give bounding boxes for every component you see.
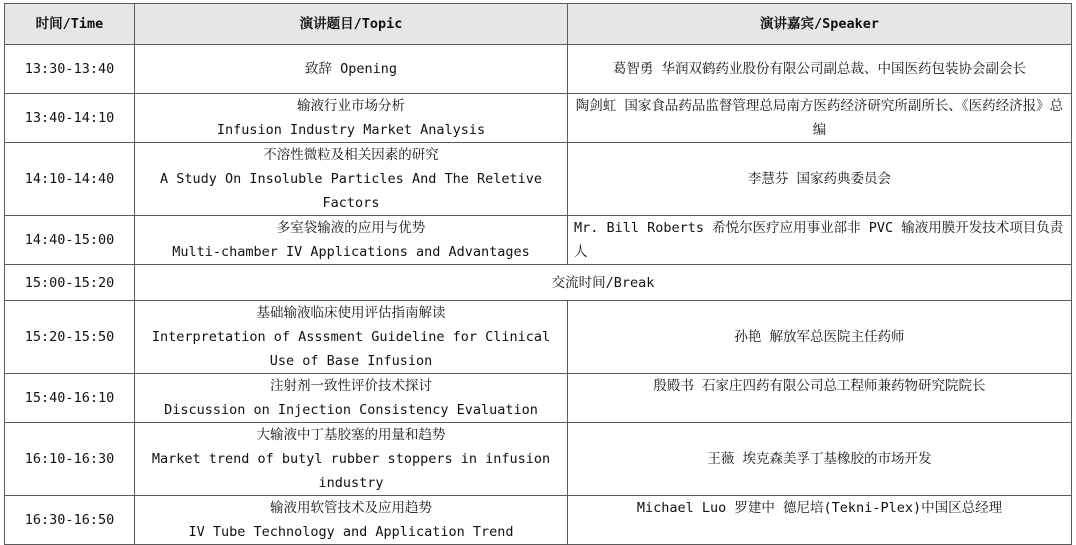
speaker-cell: [568, 496, 1072, 545]
topic-cell: [135, 374, 568, 423]
time-cell: 15:20-15:50: [5, 301, 135, 374]
time-cell: 15:40-16:10: [5, 374, 135, 423]
topic-line: 输液用软管技术及应用趋势: [270, 500, 432, 516]
table-row: [5, 94, 1072, 143]
table-row: [5, 423, 1072, 496]
time-cell: 15:00-15:20: [5, 265, 135, 301]
topic-line: IV Tube Technology and Application Trend: [188, 524, 514, 540]
time-cell: 13:40-14:10: [5, 94, 135, 143]
topic-cell: [135, 423, 568, 496]
topic-line: 多室袋输液的应用与优势: [276, 220, 426, 236]
topic-line: 不溶性微粒及相关因素的研究: [263, 147, 439, 163]
topic-line: 注射剂一致性评价技术探讨: [270, 378, 432, 394]
speaker-text: 陶剑虹 国家食品药品监督管理总局南方医药经济研究所副所长、《医药经济报》总编: [575, 98, 1064, 138]
table-row: [5, 45, 1072, 94]
speaker-text: Michael Luo 罗建中 德尼培(Tekni-Plex)中国区总经理: [636, 500, 1003, 516]
table-row: [5, 496, 1072, 545]
speaker-cell: [568, 374, 1072, 423]
topic-line: Discussion on Injection Consistency Evaluation: [164, 402, 538, 418]
topic-line: 大输液中丁基胶塞的用量和趋势: [256, 427, 446, 443]
topic-cell: [135, 45, 568, 94]
speaker-cell: [568, 45, 1072, 94]
topic-line: 致辞 Opening: [304, 61, 398, 77]
topic-line: Use of Base Infusion: [269, 353, 433, 369]
table-header: [5, 4, 1072, 45]
topic-cell: [135, 94, 568, 143]
table-row-break: [5, 265, 1072, 301]
topic-line: Multi-chamber IV Applications and Advantages: [172, 244, 530, 260]
speaker-cell: [568, 143, 1072, 216]
table-row: [5, 374, 1072, 423]
speaker-text: 葛智勇 华润双鹤药业股份有限公司副总裁、中国医药包装协会副会长: [612, 61, 1027, 77]
topic-cell: [135, 216, 568, 265]
topic-line: Infusion Industry Market Analysis: [216, 122, 486, 138]
speaker-text: Mr. Bill Roberts 希悦尔医疗应用事业部非 PVC 输液用膜开发技术项目负责人: [574, 220, 1064, 260]
topic-line: Interpretation of Asssment Guideline for Clinical: [151, 329, 551, 345]
topic-line: 基础输液临床使用评估指南解读: [256, 305, 446, 321]
speaker-cell: [568, 301, 1072, 374]
topic-line: Factors: [322, 195, 380, 211]
speaker-text: 李慧芬 国家药典委员会: [747, 171, 892, 187]
topic-line: 输液行业市场分析: [297, 98, 405, 114]
break-cell: 交流时间/Break: [135, 265, 1072, 301]
column-header-speaker: 演讲嘉宾/Speaker: [568, 4, 1072, 45]
topic-cell: [135, 301, 568, 374]
topic-cell: [135, 496, 568, 545]
time-cell: 13:30-13:40: [5, 45, 135, 94]
column-header-topic: 演讲题目/Topic: [135, 4, 568, 45]
column-header-time: 时间/Time: [5, 4, 135, 45]
time-cell: 16:10-16:30: [5, 423, 135, 496]
speaker-cell: [568, 423, 1072, 496]
time-cell: 16:30-16:50: [5, 496, 135, 545]
table-row: [5, 143, 1072, 216]
speaker-cell: [568, 216, 1072, 265]
topic-line: A Study On Insoluble Particles And The Reletive: [159, 171, 542, 187]
table-row: [5, 301, 1072, 374]
topic-line: Market trend of butyl rubber stoppers in infusion: [151, 451, 551, 467]
speaker-text: 孙艳 解放军总医院主任药师: [734, 329, 905, 345]
table-row: [5, 216, 1072, 265]
agenda-table: [4, 3, 1072, 545]
speaker-text: 殷殿书 石家庄四药有限公司总工程师兼药物研究院院长: [653, 378, 986, 394]
topic-cell: [135, 143, 568, 216]
topic-line: industry: [318, 475, 384, 491]
time-cell: 14:40-15:00: [5, 216, 135, 265]
table-body: [5, 45, 1072, 545]
time-cell: 14:10-14:40: [5, 143, 135, 216]
speaker-text: 王薇 埃克森美孚丁基橡胶的市场开发: [707, 451, 932, 467]
header-row: [5, 4, 1072, 45]
speaker-cell: [568, 94, 1072, 143]
